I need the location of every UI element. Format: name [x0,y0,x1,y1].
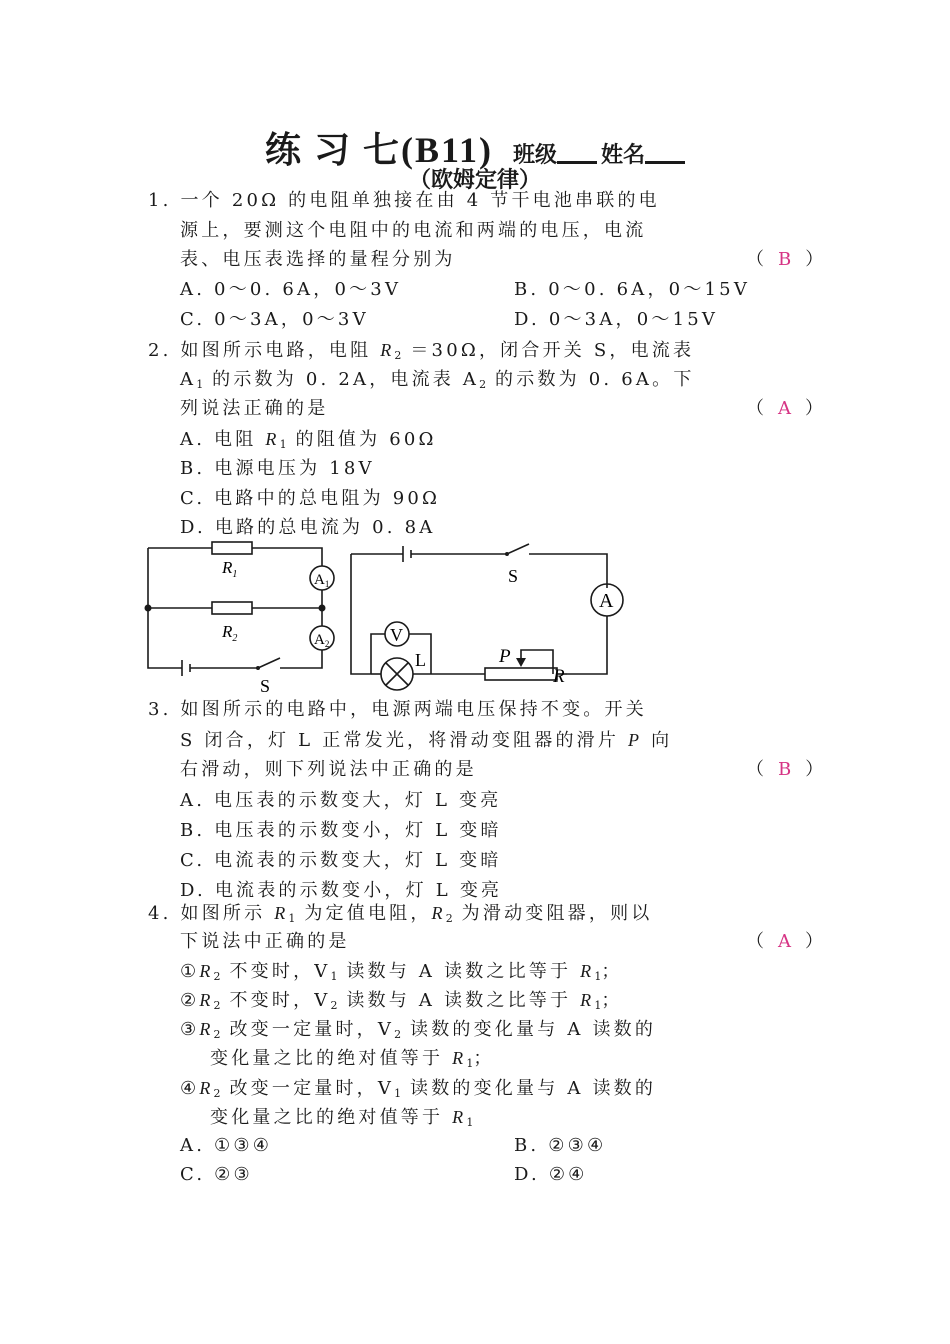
q1-stem-line2: 源上，要测这个电阻中的电流和两端的电压，电流 [180,220,647,241]
q3-text: 向 [642,730,673,751]
q2-stem-line1 [148,337,694,369]
bracket-close: ） [805,398,823,419]
q4-stem-line2: 下说法中正确的是 [180,931,350,952]
q4-option-c: C. ②③ [180,1164,253,1185]
q2-option-c: C. 电路中的总电阻为 90Ω [180,488,441,509]
q4-text: 改变一定量时，V [220,1078,395,1099]
subscript: 2 [330,999,338,1012]
subscript: 1 [466,1057,474,1070]
r-symbol: R [199,961,214,981]
fig2-lamp-label: L [415,650,426,670]
q4-text: 不变时，V [220,990,331,1011]
fig2-switch-label: S [508,566,519,586]
q4-statement-4-cont [210,1104,473,1136]
q4-text: 4. 如图所示 [148,903,275,924]
bracket-close: ） [805,759,824,780]
q2-text: A [180,369,197,390]
class-blank[interactable] [557,141,597,164]
bracket-open: （ [746,931,764,952]
q4-text: ④ [180,1078,200,1099]
circuit-diagram-q3 [345,540,645,700]
q4-statement-3-cont [210,1045,495,1077]
q3-stem-line1: 3. 如图所示的电路中，电源两端电压保持不变。开关 [148,699,647,720]
r-symbol: R [580,961,595,981]
r-symbol: R [452,1107,467,1127]
subscript: 1 [288,912,296,925]
q4-text: 读数与 A 读数之比等于 [337,990,581,1011]
q2-text: ＝30Ω，闭合开关 S，电流表 [401,340,695,361]
r-symbol: R [380,340,395,360]
fig2-voltmeter-label: V [390,625,403,645]
fig2-rheostat-label: R [553,666,565,687]
q4-text: 读数与 A 读数之比等于 [337,961,581,982]
subscript: 1 [594,999,602,1012]
q1-answer: B [778,249,792,270]
bracket-open: （ [746,759,764,780]
subscript: 1 [466,1116,474,1129]
r-symbol: R [199,1019,214,1039]
subscript: 1 [196,378,204,391]
subscript: 1 [330,970,338,983]
fig1-r1-label: $R_1$ [222,558,238,580]
fig1-r2-label: $R_2$ [222,622,238,644]
q3-option-a: A. 电压表的示数变大，灯 L 变亮 [180,790,502,811]
fig1-a1-label: $A_1$ [314,572,330,589]
class-label: 班级 [512,143,557,168]
q3-answer-bracket [746,757,823,783]
subscript: 2 [479,378,487,391]
fig1-a2-label: $A_2$ [314,632,330,649]
q4-text: ① [180,961,200,982]
q3-stem-line2 [180,727,672,754]
bracket-close: ） [805,249,824,270]
q2-option-b: B. 电源电压为 18V [180,458,375,479]
subscript: 2 [213,1028,221,1041]
q4-text: ； [473,1048,495,1069]
q2-text: 的示数为 0. 2A，电流表 A [203,369,480,390]
switch-pivot [505,552,509,556]
q2-text: A. 电阻 [180,429,266,450]
q2-text: 2. 如图所示电路，电阻 [148,340,381,361]
q4-option-a: A. ①③④ [180,1135,273,1156]
q4-statement-1 [180,958,623,990]
q1-option-b: B. 0～0. 6A，0～15V [514,279,751,300]
q3-text: S 闭合，灯 L 正常发光，将滑动变阻器的滑片 [180,730,628,751]
fig2-ammeter-label: A [599,590,614,612]
subscript: 2 [445,912,453,925]
q2-stem-line3: 列说法正确的是 [180,398,329,419]
q4-statement-2 [180,987,623,1019]
r-symbol: R [265,429,280,449]
subscript: 1 [279,438,287,451]
r-symbol: R [274,903,289,923]
q4-text: 变化量之比的绝对值等于 [210,1107,453,1128]
q1-option-a: A. 0～0. 6A，0～3V [180,279,402,300]
q2-option-a [180,426,437,458]
q4-option-b: B. ②③④ [514,1135,607,1156]
fig2-slider-label: P [499,646,511,667]
r-symbol: R [452,1048,467,1068]
r-symbol: R [199,990,214,1010]
r-symbol: R [431,903,446,923]
slider-arrow-icon [516,658,526,667]
q3-answer: B [778,759,792,780]
subscript: 2 [394,349,402,362]
page-subtitle: （欧姆定律） [408,168,541,193]
bracket-close: ） [805,931,823,952]
r-symbol: R [199,1078,214,1098]
q4-text: 读数的变化量与 A 读数的 [401,1019,657,1040]
q4-text: 为定值电阻， [295,903,432,924]
subscript: 2 [213,970,221,983]
q3-option-b: B. 电压表的示数变小，灯 L 变暗 [180,820,502,841]
q1-answer-bracket [746,247,823,273]
q4-text: ③ [180,1019,200,1040]
q4-text: 变化量之比的绝对值等于 [210,1048,453,1069]
fig1-switch-label: S [260,676,271,696]
q4-text: ； [601,961,623,982]
r-symbol: R [580,990,595,1010]
q2-answer-bracket [746,396,823,422]
p-symbol: P [627,730,643,750]
q2-stem-line2 [180,367,695,398]
subscript: 2 [394,1028,402,1041]
junction-dot [145,605,152,612]
q2-option-d: D. 电路的总电流为 0. 8A [180,517,436,538]
name-blank[interactable] [645,141,685,164]
subscript: 2 [213,999,221,1012]
q3-option-c: C. 电流表的示数变大，灯 L 变暗 [180,850,502,871]
circuit-diagram-q2 [140,540,350,700]
q4-statement-3 [180,1016,656,1048]
switch-pivot [256,666,260,670]
subscript: 2 [213,1087,221,1100]
q2-text: 的示数为 0. 6A。下 [486,369,695,390]
name-label: 姓名 [601,143,646,168]
q4-answer-bracket [746,929,823,955]
subscript: 1 [594,970,602,983]
q4-text: 读数的变化量与 A 读数的 [401,1078,657,1099]
q3-option-d: D. 电流表的示数变小，灯 L 变亮 [180,880,503,901]
q4-text: 改变一定量时，V [220,1019,395,1040]
q4-text: 不变时，V [220,961,331,982]
bracket-open: （ [746,398,764,419]
q4-answer: A [778,931,791,952]
q4-text: 为滑动变阻器，则以 [452,903,653,924]
q2-answer: A [778,398,791,419]
q4-text: ② [180,990,200,1011]
page-title: 练 习 七(B11) [264,130,493,170]
q4-option-d: D. ②④ [514,1164,588,1185]
q4-stem-line1 [148,900,652,932]
q4-text: ； [601,990,623,1011]
bracket-open: （ [746,249,764,270]
q3-stem-line3: 右滑动，则下列说法中正确的是 [180,759,477,780]
q1-option-c: C. 0～3A，0～3V [180,309,369,330]
q1-stem-line3: 表、电压表选择的量程分别为 [180,249,456,270]
subscript: 1 [394,1087,402,1100]
q2-text: 的阻值为 60Ω [286,429,437,450]
q1-option-d: D. 0～3A，0～15V [514,309,719,330]
q1-stem-line1: 1. 一个 20Ω 的电阻单独接在由 4 节干电池串联的电 [148,190,660,211]
junction-dot [319,605,326,612]
q4-statement-4 [180,1075,656,1107]
